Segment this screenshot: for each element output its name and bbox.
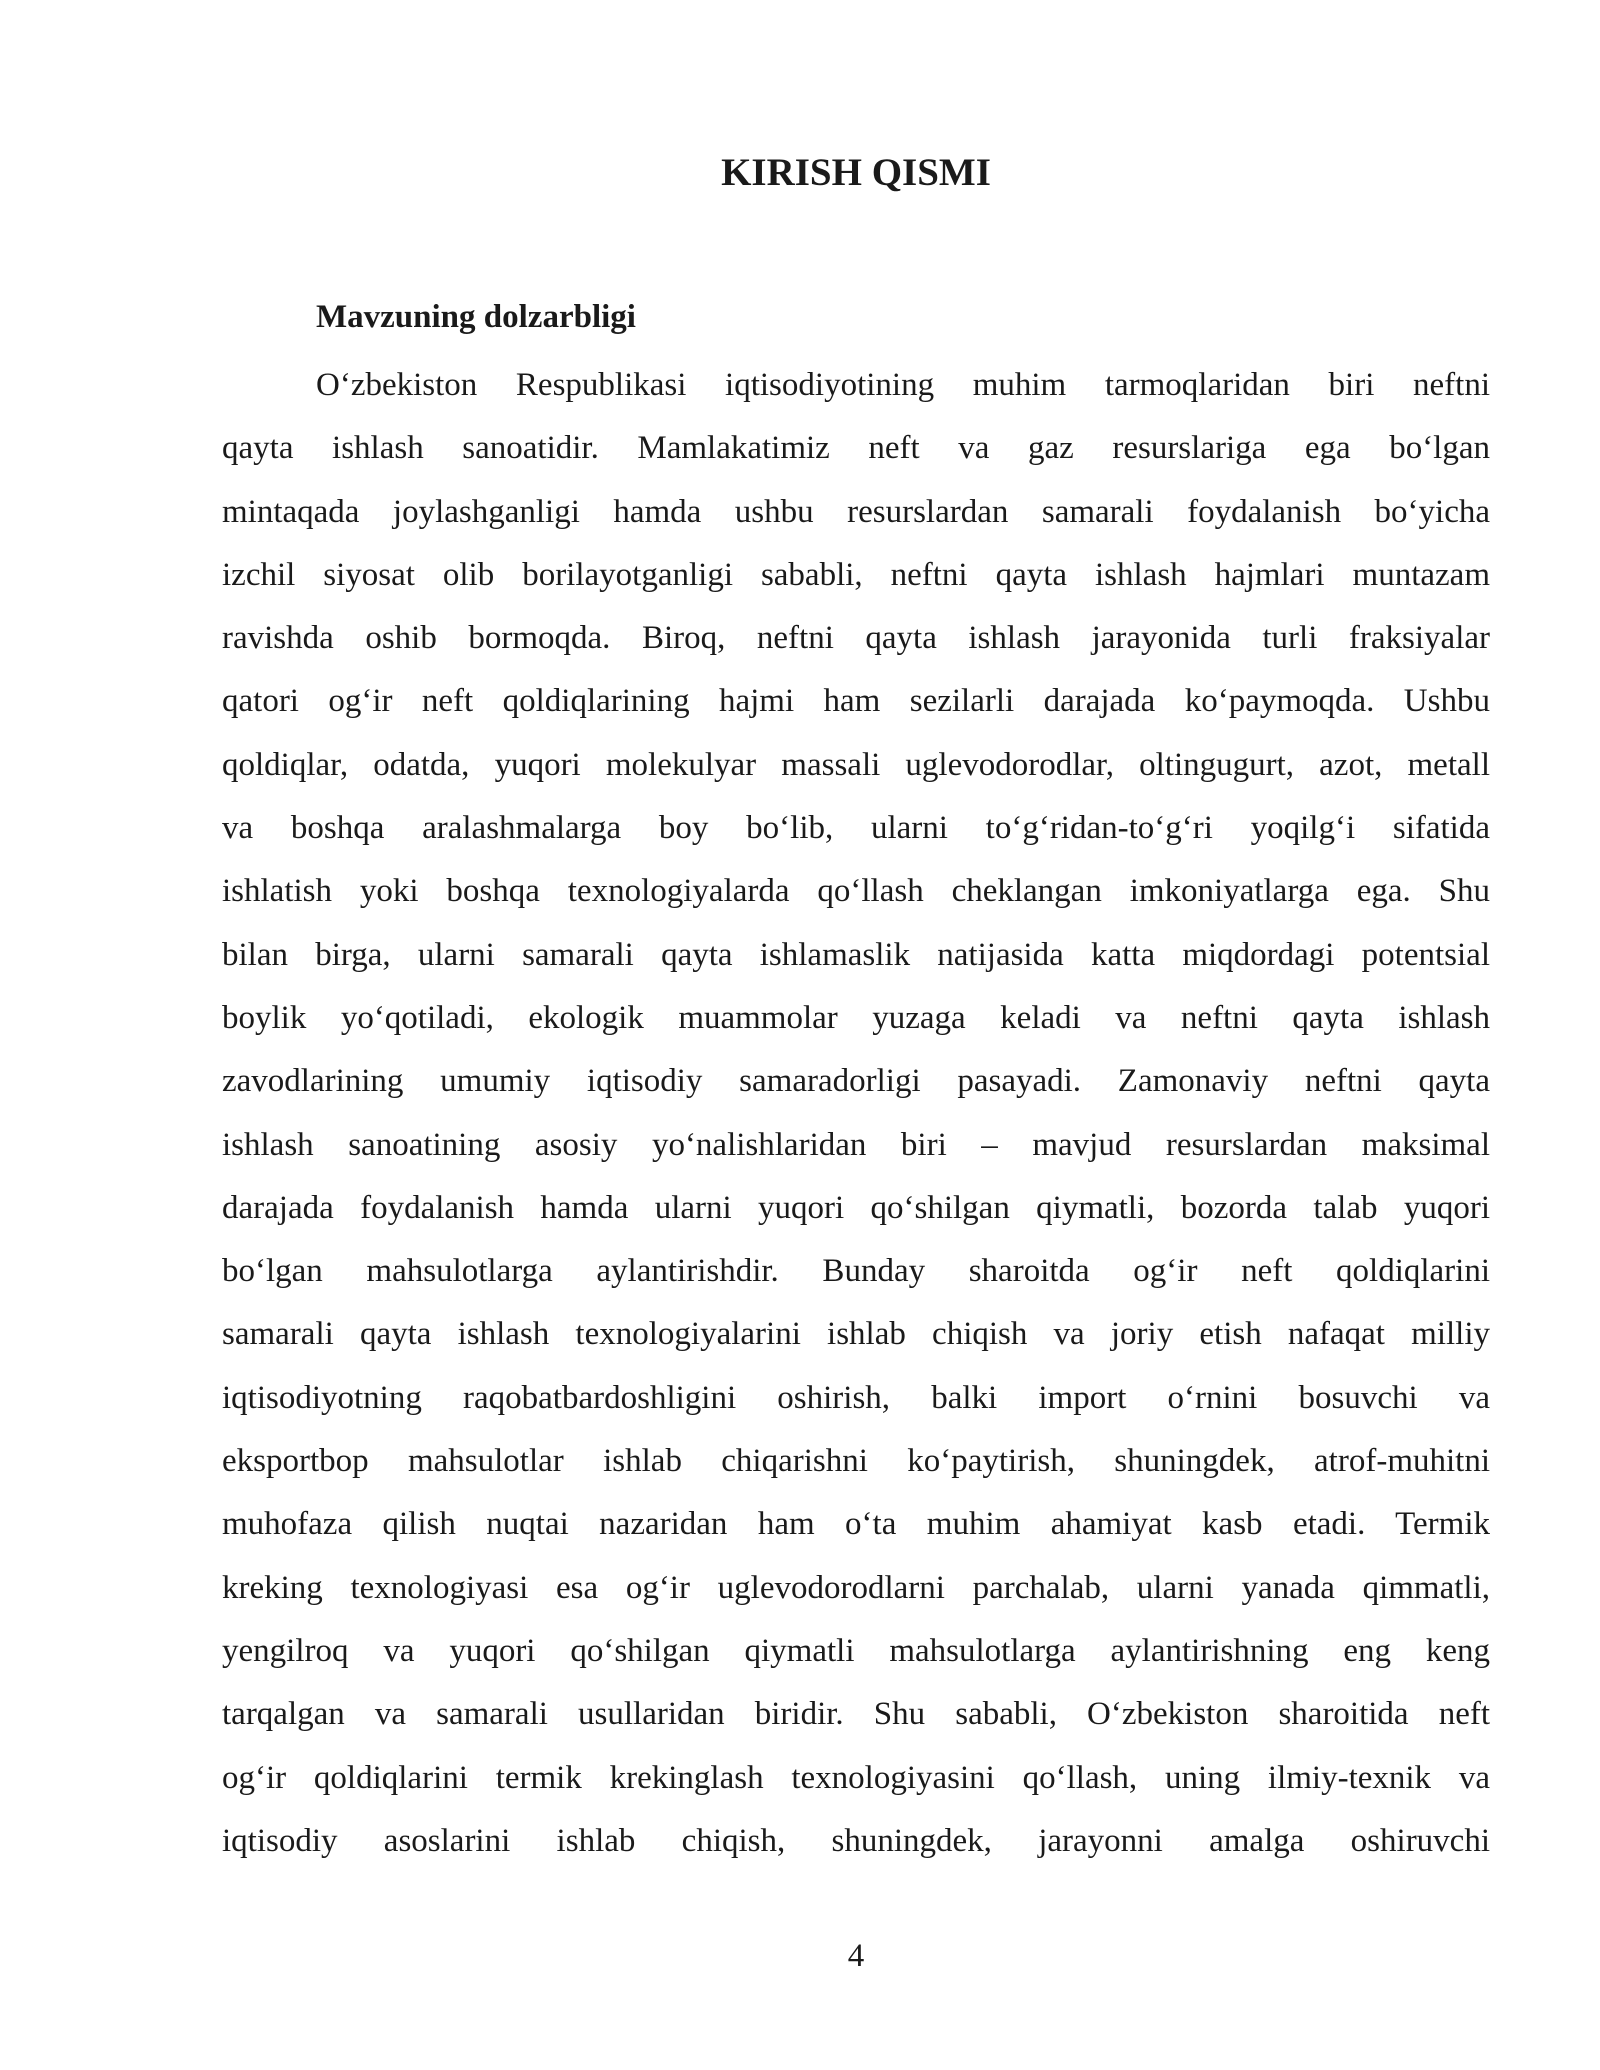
page-title: KIRISH QISMI (721, 151, 991, 194)
paragraph-line: og‘ir qoldiqlarini termik krekinglash texnologiyasini qo‘llash, uning ilmiy-texnik va (222, 1759, 1490, 1796)
paragraph-line: qoldiqlar, odatda, yuqori molekulyar massali uglevodorodlar, oltingugurt, azot, metall (222, 746, 1490, 783)
paragraph-line: darajada foydalanish hamda ularni yuqori qo‘shilgan qiymatli, bozorda talab yuqori (222, 1189, 1490, 1226)
paragraph-line: tarqalgan va samarali usullaridan biridir. Shu sababli, O‘zbekiston sharoitida neft (222, 1696, 1490, 1733)
paragraph-line: bilan birga, ularni samarali qayta ishlamaslik natijasida katta miqdordagi potentsial (222, 936, 1490, 973)
body-paragraph (222, 354, 1490, 1873)
paragraph-line: muhofaza qilish nuqtai nazaridan ham o‘ta muhim ahamiyat kasb etadi. Termik (222, 1506, 1490, 1543)
section-heading: Mavzuning dolzarbligi (316, 299, 636, 335)
paragraph-line: bo‘lgan mahsulotlarga aylantirishdir. Bunday sharoitda og‘ir neft qoldiqlarini (222, 1253, 1490, 1290)
paragraph-line: samarali qayta ishlash texnologiyalarini ishlab chiqish va joriy etish nafaqat milliy (222, 1316, 1490, 1353)
paragraph-line: qatori og‘ir neft qoldiqlarining hajmi ham sezilarli darajada ko‘paymoqda. Ushbu (222, 683, 1490, 720)
paragraph-line: iqtisodiyotning raqobatbardoshligini oshirish, balki import o‘rnini bosuvchi va (222, 1379, 1490, 1416)
paragraph-line: O‘zbekiston Respublikasi iqtisodiyotining muhim tarmoqlaridan biri neftni (316, 367, 1490, 403)
paragraph-line: mintaqada joylashganligi hamda ushbu resurslardan samarali foydalanish bo‘yicha (222, 493, 1490, 530)
paragraph-line: izchil siyosat olib borilayotganligi sababli, neftni qayta ishlash hajmlari muntazam (222, 556, 1490, 593)
paragraph-line: ishlash sanoatining asosiy yo‘nalishlaridan biri – mavjud resurslardan maksimal (222, 1126, 1490, 1163)
paragraph-line: zavodlarining umumiy iqtisodiy samaradorligi pasayadi. Zamonaviy neftni qayta (222, 1063, 1490, 1100)
paragraph-line: boylik yo‘qotiladi, ekologik muammolar yuzaga keladi va neftni qayta ishlash (222, 999, 1490, 1036)
paragraph-line: ravishda oshib bormoqda. Biroq, neftni qayta ishlash jarayonida turli fraksiyalar (222, 620, 1490, 657)
page-number: 4 (847, 1938, 865, 1974)
paragraph-line: va boshqa aralashmalarga boy bo‘lib, ularni to‘g‘ridan-to‘g‘ri yoqilg‘i sifatida (222, 810, 1490, 847)
paragraph-line: kreking texnologiyasi esa og‘ir uglevodorodlarni parchalab, ularni yanada qimmatli, (222, 1569, 1490, 1606)
paragraph-line: iqtisodiy asoslarini ishlab chiqish, shuningdek, jarayonni amalga oshiruvchi (222, 1822, 1490, 1859)
paragraph-line: ishlatish yoki boshqa texnologiyalarda qo‘llash cheklangan imkoniyatlarga ega. Shu (222, 873, 1490, 910)
paragraph-line: qayta ishlash sanoatidir. Mamlakatimiz neft va gaz resurslariga ega bo‘lgan (222, 430, 1490, 467)
paragraph-line: eksportbop mahsulotlar ishlab chiqarishni ko‘paytirish, shuningdek, atrof-muhitni (222, 1443, 1490, 1480)
paragraph-line: yengilroq va yuqori qo‘shilgan qiymatli mahsulotlarga aylantirishning eng keng (222, 1632, 1490, 1669)
